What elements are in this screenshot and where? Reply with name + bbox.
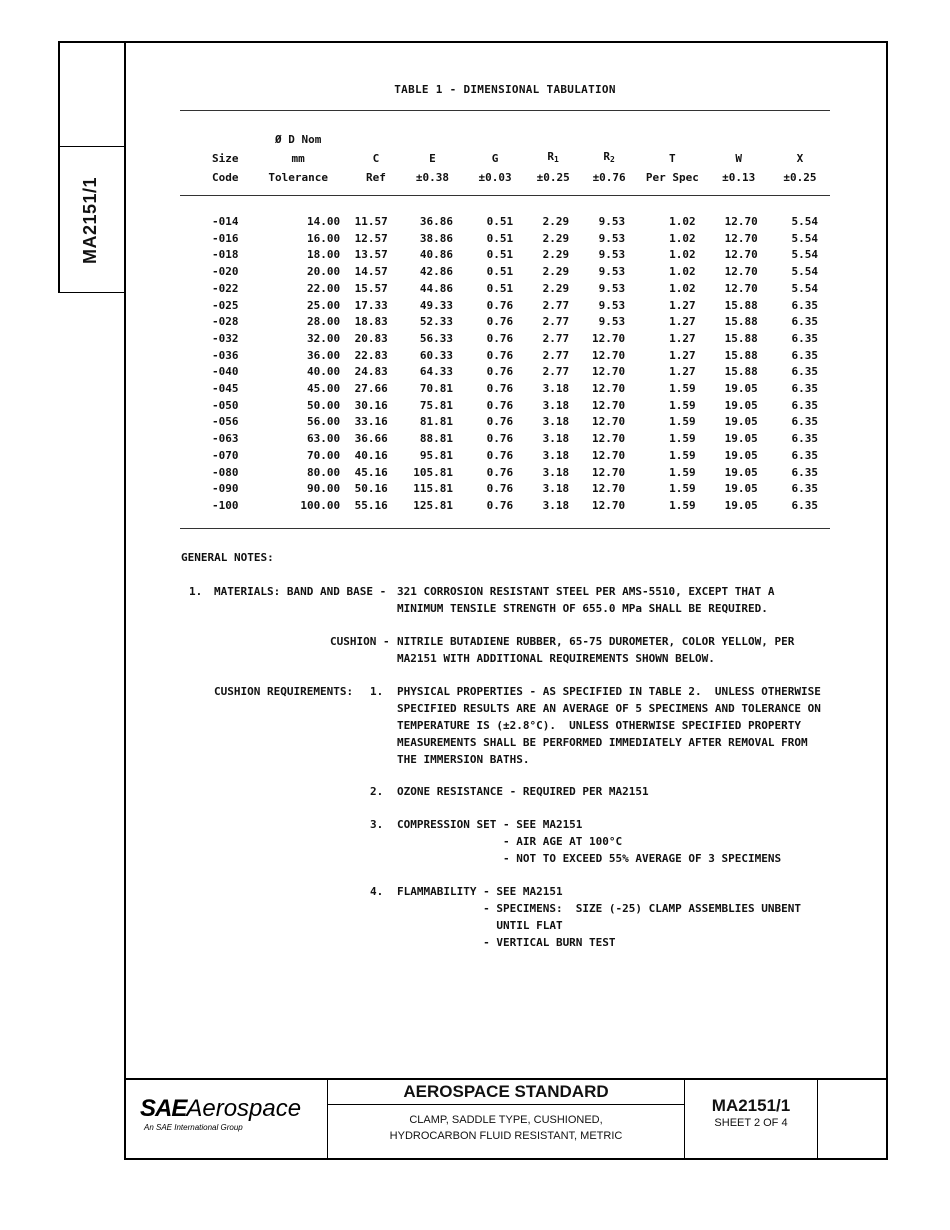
table-cell: 36.86 <box>419 215 454 228</box>
table-cell: 70.00 <box>306 448 341 462</box>
side-doc-label: MA2151/1 <box>80 176 101 264</box>
table-row <box>180 264 830 281</box>
table-cell: 12.70 <box>591 465 626 479</box>
table-cell: 15.88 <box>724 348 758 362</box>
table-cell: 1.59 <box>669 415 696 429</box>
header2-col-6: $R_2$ <box>603 150 615 164</box>
table-cell: 3.18 <box>542 415 570 429</box>
table-cell: 80.00 <box>306 465 341 479</box>
table-cell: -050 <box>212 398 239 412</box>
table-row <box>180 364 830 381</box>
table-cell: 42.86 <box>419 265 454 279</box>
table-cell: 6.35 <box>791 498 818 512</box>
table-cell: 0.76 <box>486 432 514 446</box>
table-cell: -080 <box>212 465 239 479</box>
table-cell: 0.76 <box>486 415 514 429</box>
table-cell: 2.77 <box>542 331 570 345</box>
table-cell: 15.57 <box>354 281 388 295</box>
table-cell: -032 <box>212 331 239 345</box>
requirement-4-number: 4. <box>370 885 384 898</box>
table-cell: 15.88 <box>724 298 758 312</box>
table-cell: -028 <box>212 315 239 329</box>
table-cell: 0.51 <box>486 231 514 245</box>
table-cell: 22.00 <box>306 281 341 295</box>
table-row <box>180 348 830 365</box>
header3-col-4: ±0.03 <box>478 170 512 184</box>
table-cell: 75.81 <box>419 398 454 412</box>
table-cell: 3.18 <box>542 448 570 462</box>
table-cell: 22.83 <box>354 348 388 362</box>
table-cell: 6.35 <box>791 315 818 329</box>
table-cell: 18.83 <box>354 315 388 329</box>
table-cell: 63.00 <box>306 432 341 446</box>
table-cell: 60.33 <box>419 348 454 362</box>
header3-col-3: ±0.38 <box>415 170 449 184</box>
header2-col-2: C <box>372 151 380 165</box>
table-cell: 6.35 <box>791 415 818 429</box>
table-cell: 12.57 <box>354 231 388 245</box>
table-cell: 5.54 <box>791 231 818 245</box>
table-cell: 12.70 <box>591 398 626 412</box>
requirement-2-text: OZONE RESISTANCE - REQUIRED PER MA2151 <box>397 785 649 798</box>
requirement-4-text: FLAMMABILITY - SEE MA2151 - SPECIMENS: SIZE (-25) CLAMP ASSEMBLIES UNBENT UNTIL FLAT - VERTICAL BURN TEST <box>397 885 801 949</box>
footer-description: CLAMP, SADDLE TYPE, CUSHIONED, HYDROCARBON FLUID RESISTANT, METRIC <box>389 1114 623 1142</box>
table-row <box>180 498 830 515</box>
table-cell: 6.35 <box>791 448 818 462</box>
header2-col-3: E <box>429 151 436 165</box>
side-box-bottom <box>58 292 125 293</box>
sae-aerospace-logo: SAEAerospace An SAE International Group <box>140 1095 302 1132</box>
table-cell: 18.00 <box>306 248 341 262</box>
table-cell: 2.77 <box>542 365 570 379</box>
note-1-label: MATERIALS: BAND AND BASE - <box>214 585 387 598</box>
table-row <box>180 398 830 415</box>
table-cell: 19.05 <box>724 498 758 512</box>
header-row-2 <box>180 148 830 168</box>
table-cell: 38.86 <box>419 231 454 245</box>
table-cell: 11.57 <box>354 215 388 228</box>
frame-right <box>886 41 888 1160</box>
table-cell: -063 <box>212 432 239 446</box>
table-cell: 105.81 <box>413 465 454 479</box>
table-cell: 2.29 <box>542 231 570 245</box>
header3-col-8: ±0.13 <box>722 170 756 184</box>
table-cell: 40.00 <box>306 365 341 379</box>
header2-col-0: Size <box>212 151 239 165</box>
table-cell: 25.00 <box>306 298 341 312</box>
table-row <box>180 448 830 465</box>
footer-title-rule <box>327 1104 685 1105</box>
header3-col-6: ±0.76 <box>592 170 626 184</box>
table-cell: 1.27 <box>669 365 696 379</box>
table-cell: 12.70 <box>591 382 626 396</box>
table-cell: 28.00 <box>306 315 341 329</box>
header-row-3 <box>180 168 830 186</box>
table-cell: 0.76 <box>486 365 514 379</box>
table-cell: 2.77 <box>542 298 570 312</box>
table-cell: 81.81 <box>419 415 454 429</box>
table-cell: 15.88 <box>724 331 758 345</box>
table-cell: 12.70 <box>591 365 626 379</box>
table-cell: 0.76 <box>486 482 514 496</box>
table-cell: 5.54 <box>791 215 818 228</box>
table-cell: 12.70 <box>724 281 758 295</box>
header2-col-1: mm <box>291 151 305 165</box>
table-cell: 0.51 <box>486 215 514 228</box>
table-row <box>180 298 830 315</box>
note-1-text: 321 CORROSION RESISTANT STEEL PER AMS-5510, EXCEPT THAT A MINIMUM TENSILE STRENGTH OF 655.0 MPa SHALL BE REQUIRED. <box>397 585 775 615</box>
table-cell: 19.05 <box>724 398 758 412</box>
table-cell: 12.70 <box>591 448 626 462</box>
table-cell: 70.81 <box>419 382 454 396</box>
table-cell: 40.86 <box>419 248 454 262</box>
cushion-text: NITRILE BUTADIENE RUBBER, 65-75 DUROMETER, COLOR YELLOW, PER MA2151 WITH ADDITIONAL REQUIREMENTS SHOWN BELOW. <box>397 635 795 665</box>
table-cell: -014 <box>212 215 239 228</box>
table-cell: 19.05 <box>724 415 758 429</box>
table-cell: 6.35 <box>791 382 818 396</box>
table-cell: 88.81 <box>419 432 454 446</box>
header2-col-4: G <box>491 151 499 165</box>
table-cell: 49.33 <box>419 298 454 312</box>
table-cell: 9.53 <box>598 281 626 295</box>
table-cell: 1.02 <box>669 215 696 228</box>
table-cell: 1.59 <box>669 465 696 479</box>
table-cell: 1.02 <box>669 265 696 279</box>
table-cell: 55.16 <box>354 498 388 512</box>
table-cell: 5.54 <box>791 265 818 279</box>
table-cell: -100 <box>212 498 239 512</box>
table-cell: 12.70 <box>591 498 626 512</box>
table-cell: 1.02 <box>669 281 696 295</box>
table-cell: 0.76 <box>486 498 514 512</box>
general-notes-heading: GENERAL NOTES: <box>181 551 274 564</box>
table-cell: 12.70 <box>591 331 626 345</box>
table-cell: 20.00 <box>306 265 341 279</box>
table-cell: 12.70 <box>591 415 626 429</box>
table-cell: -056 <box>212 415 239 429</box>
table-cell: 6.35 <box>791 482 818 496</box>
table-cell: -036 <box>212 348 239 362</box>
table-cell: 64.33 <box>419 365 454 379</box>
table-cell: -022 <box>212 281 239 295</box>
table-cell: 9.53 <box>598 298 626 312</box>
table-row <box>180 314 830 331</box>
footer-title: AEROSPACE STANDARD <box>403 1082 609 1101</box>
table-cell: -020 <box>212 265 239 279</box>
cushion-label: CUSHION - <box>330 635 390 648</box>
requirement-3-text: COMPRESSION SET - SEE MA2151 - AIR AGE AT 100°C - NOT TO EXCEED 55% AVERAGE OF 3 SPECIMENS <box>397 818 782 865</box>
dimensional-table <box>180 131 830 515</box>
table-cell: 2.29 <box>542 281 570 295</box>
table-cell: 0.76 <box>486 382 514 396</box>
table-cell: 56.00 <box>306 415 341 429</box>
side-box-mid <box>58 146 125 147</box>
table-cell: 9.53 <box>598 215 626 228</box>
table-cell: 3.18 <box>542 498 570 512</box>
footer-sheet-number: SHEET 2 OF 4 <box>714 1117 788 1129</box>
table-cell: 3.18 <box>542 382 570 396</box>
header3-col-9: ±0.25 <box>783 170 817 184</box>
requirement-1-text: PHYSICAL PROPERTIES - AS SPECIFIED IN TABLE 2. UNLESS OTHERWISE SPECIFIED RESULTS ARE AN AVERAGE OF 5 SPECIMENS AND TOLERANCE ON TEMPERATURE IS (±2.8°C). UNLESS OTHERWISE SPECIFIED PROPERTY MEASUREMENTS SHALL BE PERFORMED IMMEDIATELY AFTER REMOVAL FROM THE IMMERSION BATHS. <box>397 685 821 766</box>
table-cell: 19.05 <box>724 465 758 479</box>
table-cell: 12.70 <box>724 215 758 228</box>
table-cell: 12.70 <box>591 348 626 362</box>
table-cell: 1.59 <box>669 482 696 496</box>
table-cell: 27.66 <box>354 382 388 396</box>
table-cell: -040 <box>212 365 239 379</box>
table-cell: 19.05 <box>724 432 758 446</box>
table-cell: 1.59 <box>669 448 696 462</box>
table-cell: 95.81 <box>419 448 454 462</box>
header3-col-2: Ref <box>365 170 386 184</box>
table-cell: 1.02 <box>669 248 696 262</box>
table-cell: 9.53 <box>598 231 626 245</box>
table-cell: 3.18 <box>542 465 570 479</box>
table-cell: 0.51 <box>486 281 514 295</box>
table-cell: 40.16 <box>354 448 388 462</box>
table-cell: 1.27 <box>669 331 696 345</box>
table-cell: 1.59 <box>669 382 696 396</box>
table-title: TABLE 1 - DIMENSIONAL TABULATION <box>394 83 616 96</box>
table-row <box>180 481 830 498</box>
table-cell: 6.35 <box>791 331 818 345</box>
requirement-2-number: 2. <box>370 785 384 798</box>
table-cell: 50.16 <box>354 482 388 496</box>
table-cell: 3.18 <box>542 482 570 496</box>
table-cell: 33.16 <box>354 415 388 429</box>
table-cell: -045 <box>212 382 239 396</box>
table-cell: 56.33 <box>419 331 454 345</box>
header3-col-1: Tolerance <box>268 170 328 184</box>
table-row <box>180 281 830 298</box>
cushion-requirements-label: CUSHION REQUIREMENTS: <box>214 685 354 698</box>
table-cell: 12.70 <box>724 248 758 262</box>
table-cell: 0.76 <box>486 331 514 345</box>
table-cell: 13.57 <box>354 248 388 262</box>
header3-col-7: Per Spec <box>645 170 699 184</box>
table-cell: 0.76 <box>486 315 514 329</box>
table-cell: 0.51 <box>486 248 514 262</box>
header2-col-8: W <box>735 151 742 165</box>
note-1-number: 1. <box>189 585 203 598</box>
table-row <box>180 431 830 448</box>
table-top-rule <box>180 110 830 111</box>
table-cell: 30.16 <box>354 398 388 412</box>
table-cell: 1.27 <box>669 315 696 329</box>
table-cell: 1.27 <box>669 348 696 362</box>
table-cell: 2.29 <box>542 215 570 228</box>
table-row <box>180 414 830 431</box>
table-cell: -018 <box>212 248 239 262</box>
table-row <box>180 247 830 264</box>
table-cell: 15.88 <box>724 315 758 329</box>
table-cell: 6.35 <box>791 365 818 379</box>
table-cell: 45.16 <box>354 465 388 479</box>
table-cell: 50.00 <box>306 398 341 412</box>
table-cell: 3.18 <box>542 398 570 412</box>
table-row <box>180 331 830 348</box>
table-cell: 2.29 <box>542 265 570 279</box>
frame-top <box>58 41 888 43</box>
table-cell: 17.33 <box>354 298 388 312</box>
table-cell: 5.54 <box>791 281 818 295</box>
table-cell: 24.83 <box>354 365 388 379</box>
header3-col-5: ±0.25 <box>536 170 570 184</box>
frame-inner-left <box>124 41 126 1160</box>
table-cell: 36.00 <box>306 348 341 362</box>
table-row <box>180 465 830 482</box>
table-cell: -090 <box>212 482 239 496</box>
table-cell: 19.05 <box>724 482 758 496</box>
table-cell: 52.33 <box>419 315 454 329</box>
table-cell: 14.57 <box>354 265 388 279</box>
table-cell: 1.59 <box>669 498 696 512</box>
table-cell: 12.70 <box>591 432 626 446</box>
table-bottom-rule <box>180 528 830 529</box>
table-cell: 45.00 <box>306 382 341 396</box>
table-cell: 90.00 <box>306 482 341 496</box>
table-cell: 1.27 <box>669 298 696 312</box>
requirement-1-number: 1. <box>370 685 384 698</box>
table-row <box>180 381 830 398</box>
header2-col-5: $R_1$ <box>547 150 559 164</box>
table-cell: 19.05 <box>724 382 758 396</box>
header3-col-0: Code <box>212 170 239 184</box>
table-cell: 2.77 <box>542 348 570 362</box>
footer-doc-number: MA2151/1 <box>711 1096 791 1115</box>
table-cell: 12.70 <box>724 265 758 279</box>
table-cell: 32.00 <box>306 331 341 345</box>
table-cell: 6.35 <box>791 432 818 446</box>
table-cell: 14.00 <box>306 215 341 228</box>
table-cell: 36.66 <box>354 432 388 446</box>
header2-col-9: X <box>796 151 804 165</box>
table-cell: 12.70 <box>591 482 626 496</box>
table-cell: 6.35 <box>791 398 818 412</box>
table-cell: 12.70 <box>724 231 758 245</box>
table-cell: 5.54 <box>791 248 818 262</box>
table-cell: 100.00 <box>300 498 341 512</box>
requirement-3-number: 3. <box>370 818 384 831</box>
table-cell: -025 <box>212 298 239 312</box>
table-row <box>180 231 830 248</box>
header-od-nom: Ø D Nom <box>274 133 322 146</box>
table-cell: 6.35 <box>791 348 818 362</box>
header2-col-7: T <box>669 151 676 165</box>
table-cell: 2.29 <box>542 248 570 262</box>
table-cell: 2.77 <box>542 315 570 329</box>
table-cell: 3.18 <box>542 432 570 446</box>
table-cell: 1.59 <box>669 398 696 412</box>
table-cell: 125.81 <box>413 498 454 512</box>
table-cell: 0.76 <box>486 398 514 412</box>
table-cell: 20.83 <box>354 331 388 345</box>
table-cell: 0.76 <box>486 348 514 362</box>
table-cell: 6.35 <box>791 298 818 312</box>
table-cell: 16.00 <box>306 231 341 245</box>
table-cell: 1.59 <box>669 432 696 446</box>
table-cell: -016 <box>212 231 239 245</box>
table-cell: 0.76 <box>486 298 514 312</box>
table-cell: 1.02 <box>669 231 696 245</box>
table-cell: 6.35 <box>791 465 818 479</box>
table-cell: 44.86 <box>419 281 454 295</box>
table-cell: 9.53 <box>598 265 626 279</box>
table-row <box>180 186 830 231</box>
table-cell: 9.53 <box>598 315 626 329</box>
table-cell: 15.88 <box>724 365 758 379</box>
table-cell: 0.76 <box>486 448 514 462</box>
table-cell: 0.51 <box>486 265 514 279</box>
footer-div-3 <box>817 1078 818 1160</box>
frame-bottom <box>124 1158 888 1160</box>
table-cell: 19.05 <box>724 448 758 462</box>
table-cell: -070 <box>212 448 239 462</box>
table-cell: 115.81 <box>413 482 454 496</box>
table-cell: 0.76 <box>486 465 514 479</box>
table-cell: 9.53 <box>598 248 626 262</box>
